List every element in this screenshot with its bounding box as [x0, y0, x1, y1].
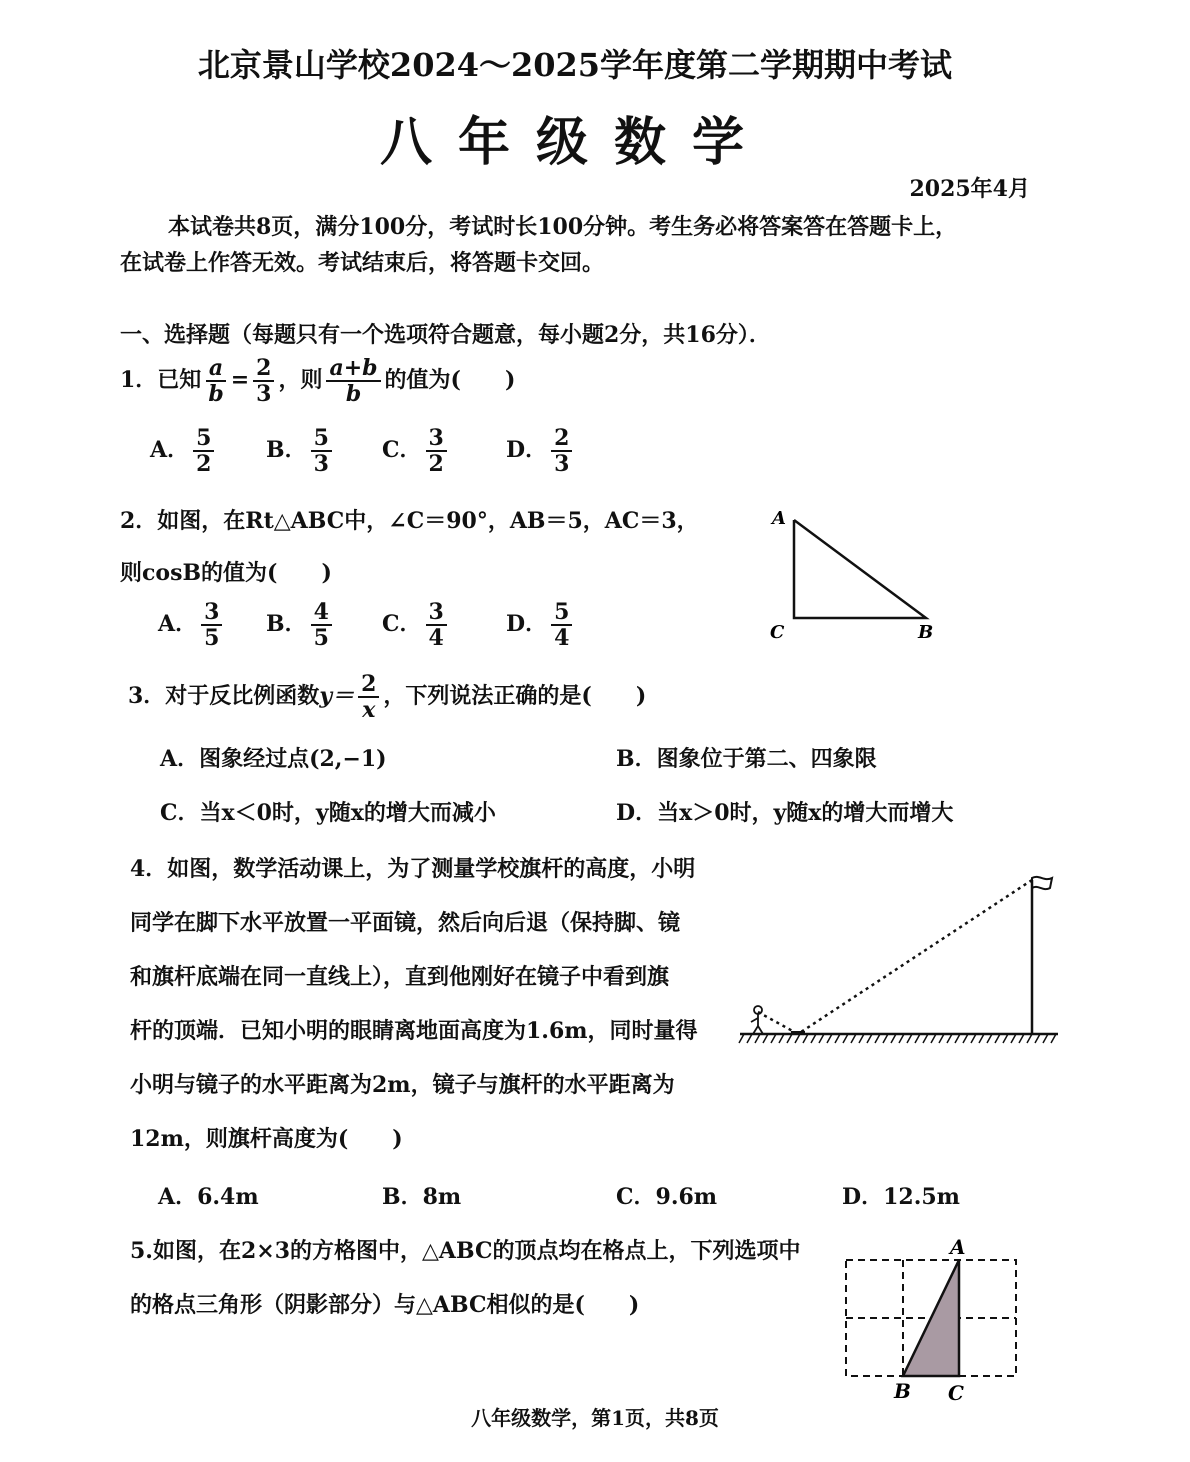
q2-option-a: A． $\frac{3}{5}$	[158, 600, 226, 650]
ground-hatching	[739, 1034, 1056, 1043]
q1-option-c: C． $\frac{3}{2}$	[382, 426, 451, 476]
question-5-line1: 5.如图，在2×3的方格图中，△ABC的顶点均在格点上，下列选项中	[130, 1238, 801, 1264]
question-3: 3．对于反比例函数y＝ $\frac{2}{x}$ ，下列说法正确的是( )	[128, 671, 647, 723]
q5-vertex-c: C	[948, 1381, 964, 1405]
q2-vertex-a: A	[772, 508, 786, 529]
q2-triangle-figure	[760, 500, 960, 650]
q1-suffix: 的值为( )	[384, 367, 516, 393]
instructions-line1: 本试卷共8页，满分100分，考试时长100分钟。考生务必将答案答在答题卡上，	[168, 214, 958, 240]
q2-vertex-b: B	[918, 622, 934, 643]
subject-title: 八年级数学	[379, 112, 770, 173]
reflected-sight-line	[798, 880, 1032, 1034]
q1-prefix: 1．已知	[120, 367, 202, 393]
q1-fraction-a-over-b: $\frac{a}{b}$	[205, 356, 226, 406]
q3-option-d: D．当x＞0时，y随x的增大而增大	[616, 800, 954, 826]
person-icon	[751, 1006, 763, 1034]
question-1	[120, 356, 515, 406]
q4-flagpole-figure	[736, 866, 1066, 1056]
question-4-line2: 同学在脚下水平放置一平面镜，然后向后退（保持脚、镜	[130, 910, 681, 936]
q1-mid: ，则	[278, 367, 323, 393]
q2-option-b: B． $\frac{4}{5}$	[266, 600, 336, 650]
q5-grid-figure	[830, 1230, 1030, 1410]
question-4-line1: 4．如图，数学活动课上，为了测量学校旗杆的高度，小明	[130, 856, 696, 882]
q4-option-d: D．12.5m	[842, 1184, 960, 1210]
q1-option-a: A． $\frac{5}{2}$	[150, 426, 218, 476]
question-2-line1: 2．如图，在Rt△ABC中，∠C＝90°，AB＝5，AC＝3，	[120, 508, 699, 534]
q5-vertex-a: A	[950, 1235, 966, 1259]
q1-fraction-2-over-3: $\frac{2}{3}$	[253, 356, 274, 406]
q1-option-b: B． $\frac{5}{3}$	[266, 426, 336, 476]
q4-option-a: A．6.4m	[158, 1184, 259, 1210]
question-4-line4: 杆的顶端．已知小明的眼睛离地面高度为1.6m，同时量得	[130, 1018, 698, 1044]
question-2-line2: 则cosB的值为( )	[120, 560, 332, 586]
instructions-line2: 在试卷上作答无效。考试结束后，将答题卡交回。	[120, 250, 605, 276]
q2-option-d: D． $\frac{5}{4}$	[506, 600, 576, 650]
flag-icon	[1032, 877, 1052, 889]
q1-option-d: D． $\frac{2}{3}$	[506, 426, 576, 476]
q4-option-b: B．8m	[382, 1184, 462, 1210]
q3-option-b: B．图象位于第二、四象限	[616, 746, 877, 772]
section-heading: 一、选择题（每题只有一个选项符合题意，每小题2分，共16分）．	[120, 322, 771, 348]
q2-option-c: C． $\frac{3}{4}$	[382, 600, 451, 650]
q3-option-c: C．当x＜0时，y随x的增大而减小	[160, 800, 496, 826]
exam-title: 北京景山学校2024～2025学年度第二学期期中考试	[197, 46, 953, 84]
q3-option-a: A．图象经过点(2,−1)	[160, 746, 387, 772]
exam-date: 2025年4月	[909, 176, 1030, 202]
question-4-line5: 小明与镜子的水平距离为2m，镜子与旗杆的水平距离为	[130, 1072, 675, 1098]
q1-equals: =	[230, 367, 250, 393]
q5-vertex-b: B	[894, 1379, 911, 1403]
q2-vertex-c: C	[770, 622, 785, 643]
page-footer: 八年级数学，第1页，共8页	[471, 1406, 719, 1430]
question-5-line2: 的格点三角形（阴影部分）与△ABC相似的是( )	[130, 1292, 640, 1318]
q4-option-c: C．9.6m	[616, 1184, 718, 1210]
eye-to-mirror-line	[758, 1012, 798, 1034]
q2-triangle	[794, 520, 926, 618]
mirror-icon	[791, 1031, 805, 1034]
question-4-line3: 和旗杆底端在同一直线上），直到他刚好在镜子中看到旗	[130, 964, 670, 990]
q1-fraction-sum: $\frac{a+b}{b}$	[326, 356, 380, 406]
q3-fraction: $\frac{2}{x}$	[358, 672, 379, 722]
question-4-line6: 12m，则旗杆高度为( )	[130, 1126, 403, 1152]
